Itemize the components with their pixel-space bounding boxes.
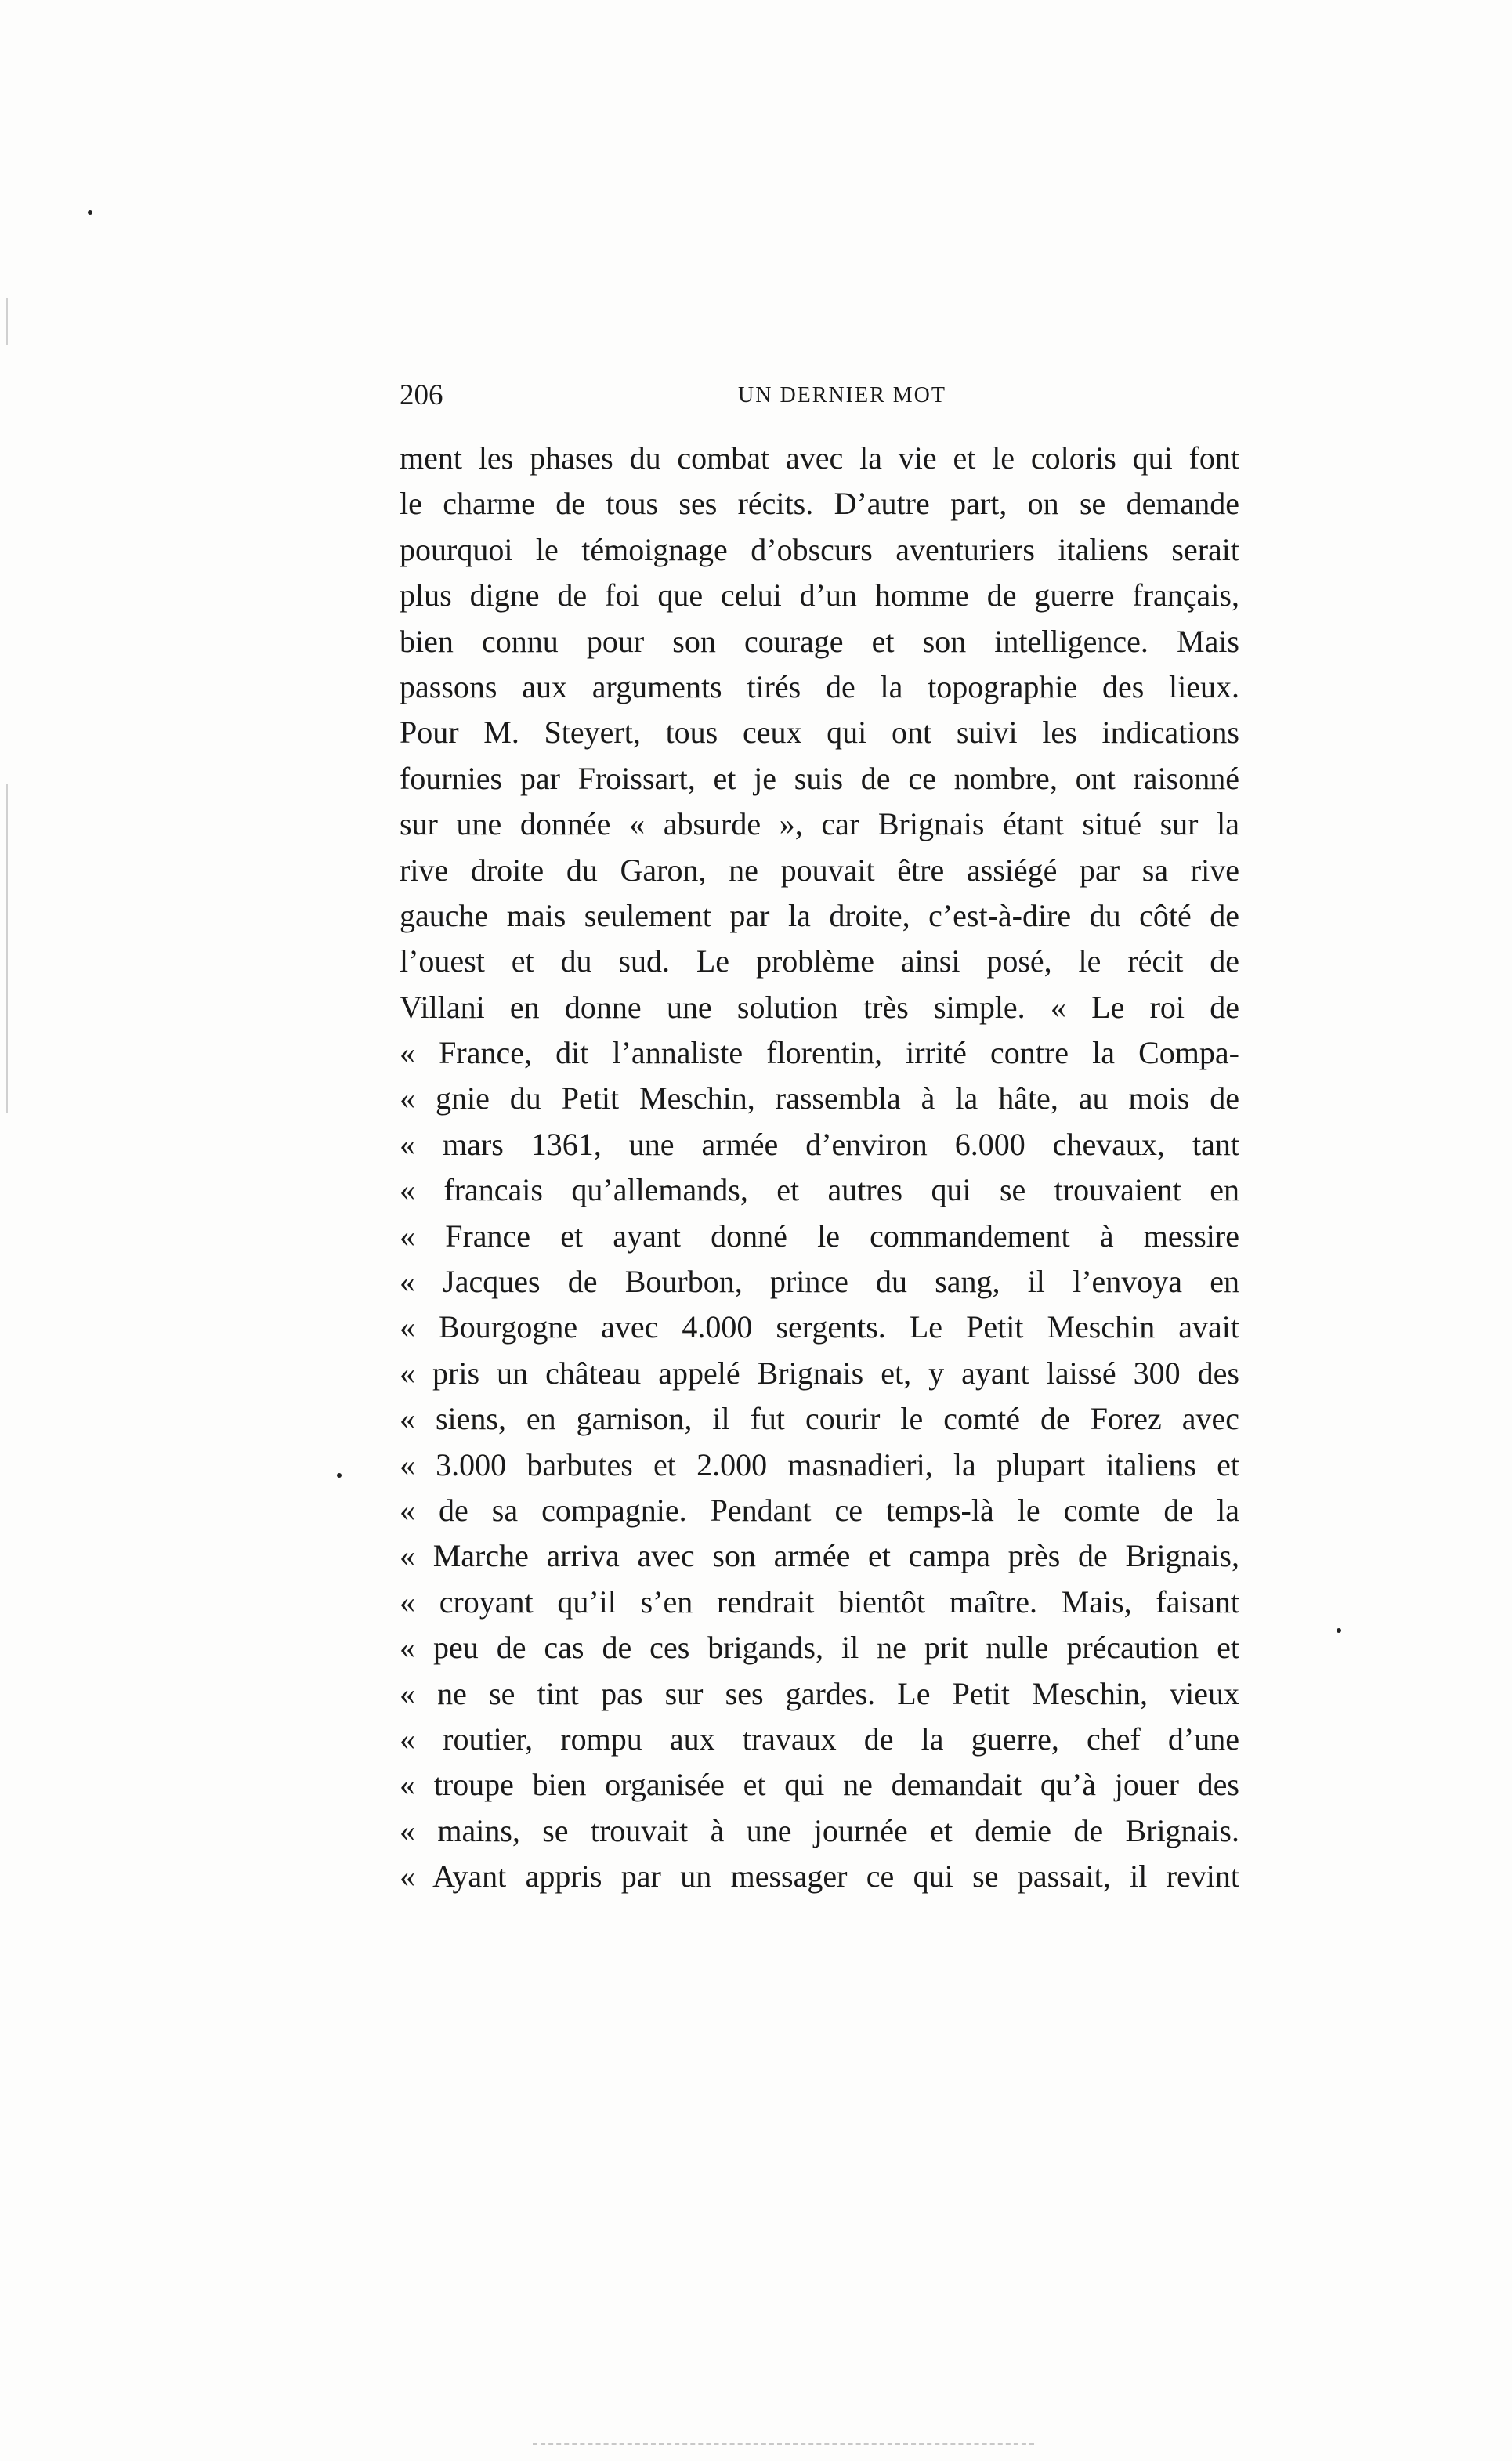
text-line: « mars 1361, une armée d’environ 6.000 chevaux, tant — [400, 1126, 1239, 1162]
text-line: « croyant qu’il s’en rendrait bientôt maître. Mais, faisant — [400, 1583, 1239, 1620]
text-line: Villani en donne une solution très simple. « Le roi de — [400, 989, 1239, 1025]
body-text — [400, 436, 1239, 1900]
text-line: Pour M. Steyert, tous ceux qui ont suivi les indications — [400, 715, 1239, 751]
text-line: « Jacques de Bourbon, prince du sang, il l’envoya en — [400, 1264, 1239, 1300]
text-line: « France et ayant donné le commandement à messire — [400, 1218, 1239, 1254]
text-line: « siens, en garnison, il fut courir le comté de Forez avec — [400, 1401, 1239, 1437]
text-line: « routier, rompu aux travaux de la guerre, chef d’une — [400, 1721, 1239, 1757]
running-head — [400, 376, 1238, 415]
text-line: pourquoi le témoignage d’obscurs aventuriers italiens serait — [400, 531, 1239, 567]
text-line: « France, dit l’annaliste florentin, irrité contre la Compa- — [400, 1035, 1239, 1071]
scan-edge-mark — [6, 784, 8, 1113]
text-line: « mains, se trouvait à une journée et demie de Brignais. — [400, 1812, 1239, 1848]
text-line: « Marche arriva avec son armée et campa près de Brignais, — [400, 1538, 1239, 1574]
text-line: le charme de tous ses récits. D’autre part, on se demande — [400, 486, 1239, 522]
ink-speck — [1337, 1628, 1341, 1633]
text-line: « de sa compagnie. Pendant ce temps-là le comte de la — [400, 1492, 1239, 1528]
text-line: l’ouest et du sud. Le problème ainsi posé, le récit de — [400, 943, 1239, 979]
text-line: gauche mais seulement par la droite, c’est-à-dire du côté de — [400, 897, 1239, 933]
text-line: « gnie du Petit Meschin, rassembla à la hâte, au mois de — [400, 1080, 1239, 1116]
text-line: ment les phases du combat avec la vie et le coloris qui font — [400, 440, 1239, 476]
text-line: « pris un château appelé Brignais et, y ayant laissé 300 des — [400, 1355, 1239, 1391]
text-line: passons aux arguments tirés de la topographie des lieux. — [400, 668, 1239, 704]
scan-edge-mark — [6, 298, 8, 345]
text-line: rive droite du Garon, ne pouvait être assiégé par sa rive — [400, 852, 1239, 888]
text-line: fournies par Froissart, et je suis de ce nombre, ont raisonné — [400, 760, 1239, 796]
text-line: « francais qu’allemands, et autres qui se trouvaient en — [400, 1172, 1239, 1208]
text-line: « troupe bien organisée et qui ne demandait qu’à jouer des — [400, 1767, 1239, 1803]
text-line: « peu de cas de ces brigands, il ne prit nulle précaution et — [400, 1630, 1239, 1666]
ink-speck — [88, 210, 92, 215]
text-line: « Ayant appris par un messager ce qui se passait, il revint — [400, 1858, 1239, 1895]
text-line: plus digne de foi que celui d’un homme de guerre français, — [400, 577, 1239, 613]
ink-speck — [337, 1473, 342, 1478]
page-number: 206 — [400, 379, 443, 411]
text-line: « Bourgogne avec 4.000 sergents. Le Petit Meschin avait — [400, 1309, 1239, 1345]
scan-bottom-rule — [533, 2443, 1034, 2445]
text-line: sur une donnée « absurde », car Brignais étant situé sur la — [400, 806, 1239, 842]
text-line: bien connu pour son courage et son intelligence. Mais — [400, 623, 1239, 659]
text-line: « 3.000 barbutes et 2.000 masnadieri, la plupart italiens et — [400, 1446, 1239, 1482]
running-title: UN DERNIER MOT — [738, 383, 946, 407]
text-line: « ne se tint pas sur ses gardes. Le Petit Meschin, vieux — [400, 1675, 1239, 1711]
